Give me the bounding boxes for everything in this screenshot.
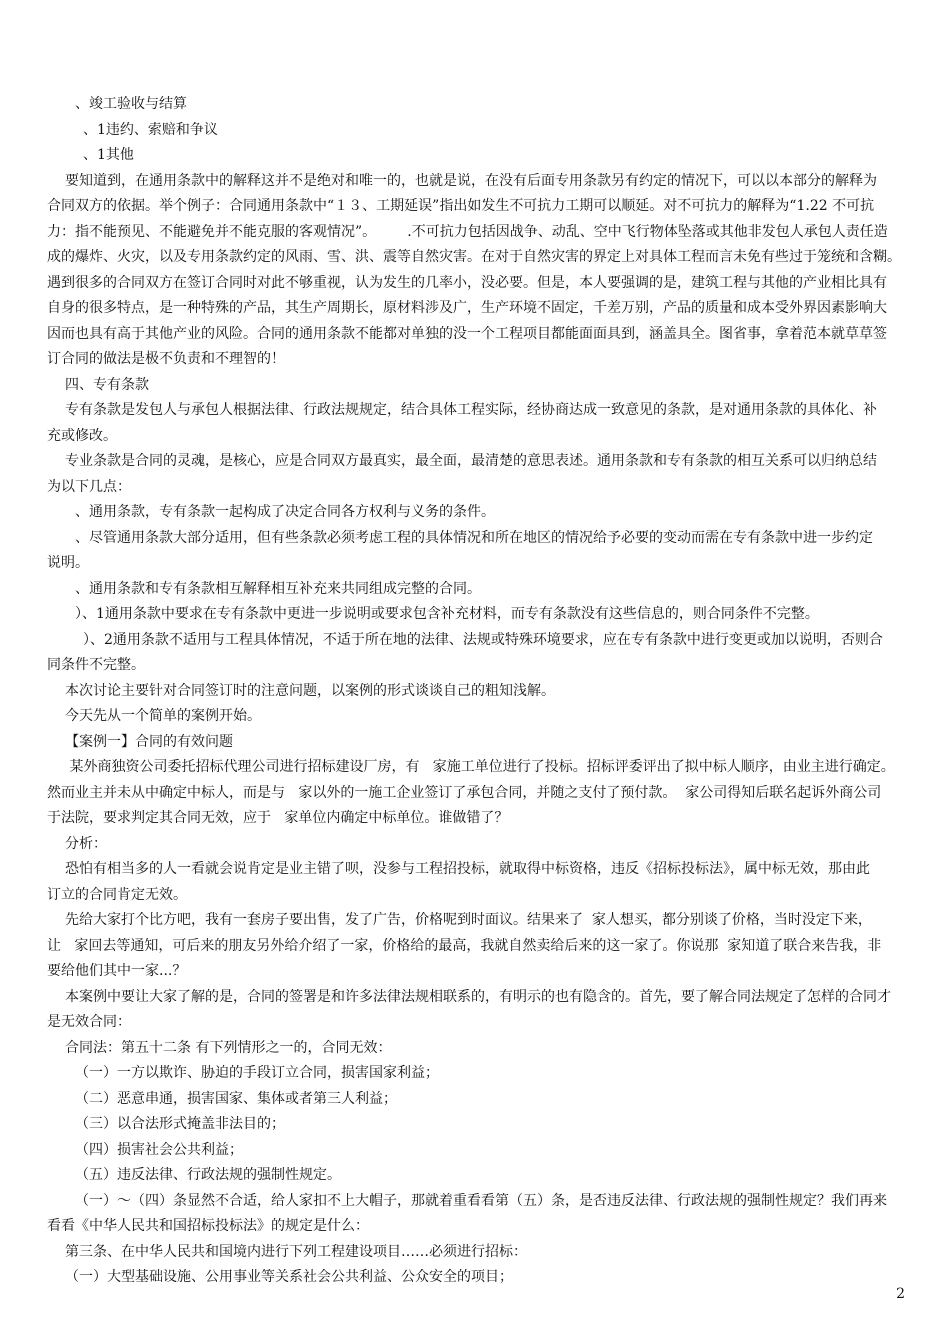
text-line: 看看《中华人民共和国招标投标法》的规定是什么： <box>47 1218 369 1234</box>
text-line: 【案例一】合同的有效问题 <box>65 733 233 750</box>
text-line: （二）恶意串通，损害国家、集体或者第三人利益； <box>75 1090 397 1107</box>
text-line: 遇到很多的合同双方在签订合同时对此不够重视，认为发生的几率小，没必要。但是，本人要强调的是，建筑工程与其他的产业相比具有 <box>47 274 887 291</box>
text-line: 要给他们其中一家...？ <box>47 963 187 979</box>
text-line: 成的爆炸、火灾，以及专用条款约定的风雨、雪、洪、震等自然灾害。在对于自然灾害的界定上对具体工程而言未免有些过于笼统和含糊。 <box>47 249 901 265</box>
text-line: 然而业主并未从中确定中标人，而是与 家以外的一施工企业签订了承包合同，并随之支付了预付款。 家公司得知后联名起诉外商公司 <box>47 784 882 801</box>
text-line: 、通用条款，专有条款一起构成了决定合同各方权利与义务的条件。 <box>75 504 495 520</box>
text-line: 是无效合同： <box>47 1014 131 1030</box>
text-line: 专业条款是合同的灵魂，是核心，应是合同双方最真实，最全面，最清楚的意思表述。通用条款和专有条款的相互关系可以归纳总结 <box>65 453 877 469</box>
text-line: 专有条款是发包人与承包人根据法律、行政法规规定，结合具体工程实际，经协商达成一致意见的条款，是对通用条款的具体化、补 <box>65 402 877 418</box>
text-line: 本案例中要让大家了解的是，合同的签署是和许多法律法规相联系的，有明示的也有隐含的。首先，要了解合同法规定了怎样的合同才 <box>65 988 891 1005</box>
text-line: 力：指不能预见、不能避免并不能克服的客观情况”。 .不可抗力包括因战争、动乱、空中飞行物体坠落或其他非发包人承包人责任造 <box>47 223 888 240</box>
text-line: ）、1通用条款中要求在专有条款中更进一步说明或要求包含补充材料，而专有条款没有这些信息的，则合同条件不完整。 <box>75 606 819 622</box>
text-line: 订立的合同肯定无效。 <box>47 886 187 903</box>
text-line: 因而也具有高于其他产业的风险。合同的通用条款不能都对单独的没一个工程项目都能面面具到，涵盖具全。图省事，拿着范本就草草签 <box>47 325 887 342</box>
text-line: 要知道到，在通用条款中的解释这并不是绝对和唯一的，也就是说，在没有后面专用条款另有约定的情况下，可以以本部分的解释为 <box>65 172 877 189</box>
text-line: 分析： <box>65 835 107 852</box>
text-line: 第三条、在中华人民共和国境内进行下列工程建设项目……必须进行招标： <box>65 1243 527 1260</box>
text-line: 同条件不完整。 <box>47 657 145 673</box>
text-line: 、通用条款和专有条款相互解释相互补充来共同组成完整的合同。 <box>75 580 481 597</box>
text-line: 合同双方的依据。举个例子：合同通用条款中“１３、工期延误”指出如发生不可抗力工期可以顺延。对不可抗力的解释为“1.22 不可抗 <box>47 198 875 214</box>
text-line: 、1其他 <box>83 147 134 163</box>
text-line: （三）以合法形式掩盖非法目的； <box>75 1116 285 1132</box>
text-line: ）、2通用条款不适用与工程具体情况，不适于所在地的法律、法规或特殊环境要求，应在专有条款中进行变更或加以说明，否则合 <box>83 631 883 648</box>
text-line: 说明。 <box>47 555 89 571</box>
text-line: （一）～（四）条显然不合适，给人家扣不上大帽子，那就着重看看第（五）条，是否违反法律、行政法规的强制性规定？我们再来 <box>75 1192 887 1209</box>
text-line: 先给大家打个比方吧，我有一套房子要出售，发了广告，价格呢到时面议。结果来了 家人想买，都分别谈了价格，当时没定下来， <box>65 912 872 928</box>
text-line: 为以下几点： <box>47 478 131 495</box>
text-line: 于法院，要求判定其合同无效，应于 家单位内确定中标单位。谁做错了？ <box>47 810 509 826</box>
text-line: （五）违反法律、行政法规的强制性规定。 <box>75 1167 341 1183</box>
text-line: （四）损害社会公共利益； <box>75 1141 243 1158</box>
page-number: 2 <box>896 1286 905 1302</box>
text-line: 合同法：第五十二条 有下列情形之一的，合同无效： <box>65 1039 392 1056</box>
text-line: 恐怕有相当多的人一看就会说肯定是业主错了呗，没参与工程招投标，就取得中标资格，违反《招标投标法》，属中标无效，那由此 <box>65 861 870 877</box>
text-line: 、1违约、索赔和争议 <box>83 121 218 138</box>
text-line: 某外商独资公司委托招标代理公司进行招标建设厂房，有 家施工单位进行了投标。招标评委评出了拟中标人顺序，由业主进行确定。 <box>65 759 895 775</box>
text-line: 今天先从一个简单的案例开始。 <box>65 708 261 724</box>
text-line: 本次讨论主要针对合同签订时的注意问题，以案例的形式谈谈自己的粗知浅解。 <box>65 682 555 699</box>
text-line: 订合同的做法是极不负责和不理智的！ <box>47 351 285 367</box>
document-body <box>47 92 909 1291</box>
text-line: 充或修改。 <box>47 427 117 444</box>
text-line: （一）一方以欺诈、胁迫的手段订立合同，损害国家利益； <box>75 1065 439 1081</box>
text-line: 四、专有条款 <box>65 376 149 393</box>
text-line: 、尽管通用条款大部分适用，但有些条款必须考虑工程的具体情况和所在地区的情况给予必要的变动而需在专有条款中进一步约定 <box>75 529 873 546</box>
text-line: 让 家回去等通知，可后来的朋友另外给介绍了一家，价格给的最高，我就自然卖给后来的这一家了。你说那 家知道了联合来告我，非 <box>47 937 882 954</box>
text-line: 自身的很多特点，是一种特殊的产品，其生产周期长，原材料涉及广，生产环境不固定，千差万别，产品的质量和成本受外界因素影响大 <box>47 300 887 316</box>
text-line: （一）大型基础设施、公用事业等关系社会公共利益、公众安全的项目； <box>65 1269 513 1285</box>
text-line: 、竣工验收与结算 <box>75 96 187 112</box>
